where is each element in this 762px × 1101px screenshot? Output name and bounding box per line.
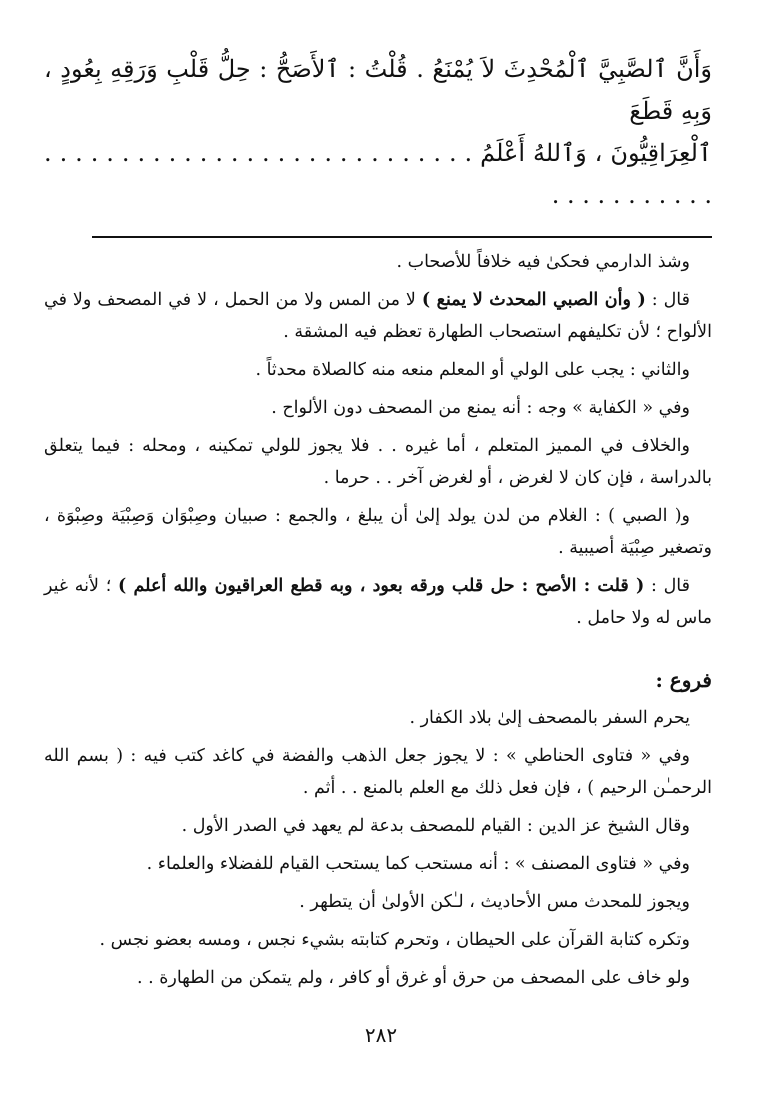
page-number: ٢٨٢: [364, 1023, 398, 1047]
quoted-matn: ( قلت : الأصح : حل قلب ورقه بعود ، وبه قطع العراقيون والله أعلم ): [118, 576, 645, 596]
commentary-paragraph: والخلاف في المميز المتعلم ، أما غيره . . فلا يجوز للولي تمكينه ، ومحله : فيما يتعلق بالدراسة ، فإن كان لا لغرض ، أو لغرض آخر . . حرما .: [44, 436, 712, 488]
matn-line: [44, 132, 712, 216]
matn-line: وَأَنَّ ٱلصَّبِيَّ ٱلْمُحْدِثَ لاَ يُمْنَعُ . قُلْتُ : ٱلأَصَحُّ : حِلُّ قَلْبِ وَرَقِهِ بِعُودٍ ، وَبِهِ قَطَعَ: [44, 55, 712, 125]
commentary-text: ؛ لأنه غير ماس له ولا حامل .: [44, 576, 712, 628]
branch-item: ولو خاف على المصحف من حرق أو غرق أو كافر ، ولم يتمكن من الطهارة . .: [136, 968, 690, 988]
commentary: [44, 246, 712, 994]
branches-heading: فروع :: [655, 668, 712, 692]
section-gap: [44, 640, 712, 664]
matn-text: [44, 48, 712, 216]
branch-item: ويجوز للمحدث مس الأحاديث ، لـٰكن الأولىٰ أن يتطهر .: [299, 892, 690, 912]
commentary-paragraph: وشذ الدارمي فحكىٰ فيه خلافاً للأصحاب .: [396, 252, 690, 272]
branch-item: يحرم السفر بالمصحف إلىٰ بلاد الكفار .: [409, 708, 690, 728]
commentary-paragraph: [44, 570, 712, 634]
branch-item: وتكره كتابة القرآن على الحيطان ، وتحرم كتابته بشيء نجس ، ومسه بعضو نجس .: [99, 930, 690, 950]
commentary-paragraph: والثاني : يجب على الولي أو المعلم منعه منه كالصلاة محدثاً .: [255, 360, 690, 380]
quote-intro: قال :: [645, 290, 690, 310]
commentary-paragraph: [44, 284, 712, 348]
commentary-text: لا من المس ولا من الحمل ، لا في المصحف ولا في الألواح ؛ لأن تكليفهم استصحاب الطهارة تعظم فيه المشقة .: [44, 290, 712, 342]
matn-dots: . . . . . . . . . . . . . . . . . . . . . . . . . . . . . . . . . . . . . .: [44, 139, 712, 209]
commentary-paragraph: وفي « الكفاية » وجه : أنه يمنع من المصحف دون الألواح .: [271, 398, 690, 418]
commentary-paragraph: و( الصبي ) : الغلام من لدن يولد إلىٰ أن يبلغ ، والجمع : صبيان وصِبْوَان وَصِبْيَة وصِبْوَة ، وتصغير صِبْيَة أصيبية .: [44, 506, 712, 558]
branch-item: وفي « فتاوى الحناطي » : لا يجوز جعل الذهب والفضة في كاغد كتب فيه : ( بسم الله الرحمـٰن الرحيم ) ، فإن فعل ذلك مع العلم بالمنع . . أثم .: [44, 746, 712, 798]
separator-rule: [92, 236, 712, 238]
branch-item: وفي « فتاوى المصنف » : أنه مستحب كما يستحب القيام للفضلاء والعلماء .: [146, 854, 690, 874]
branch-item: وقال الشيخ عز الدين : القيام للمصحف بدعة لم يعهد في الصدر الأول .: [181, 816, 690, 836]
quoted-matn: ( وأن الصبي المحدث لا يمنع ): [421, 290, 646, 310]
matn-line-text: ٱلْعِرَاقِيُّونَ ، وَٱللهُ أَعْلَمُ .: [464, 139, 712, 167]
quote-intro: قال :: [644, 576, 690, 596]
